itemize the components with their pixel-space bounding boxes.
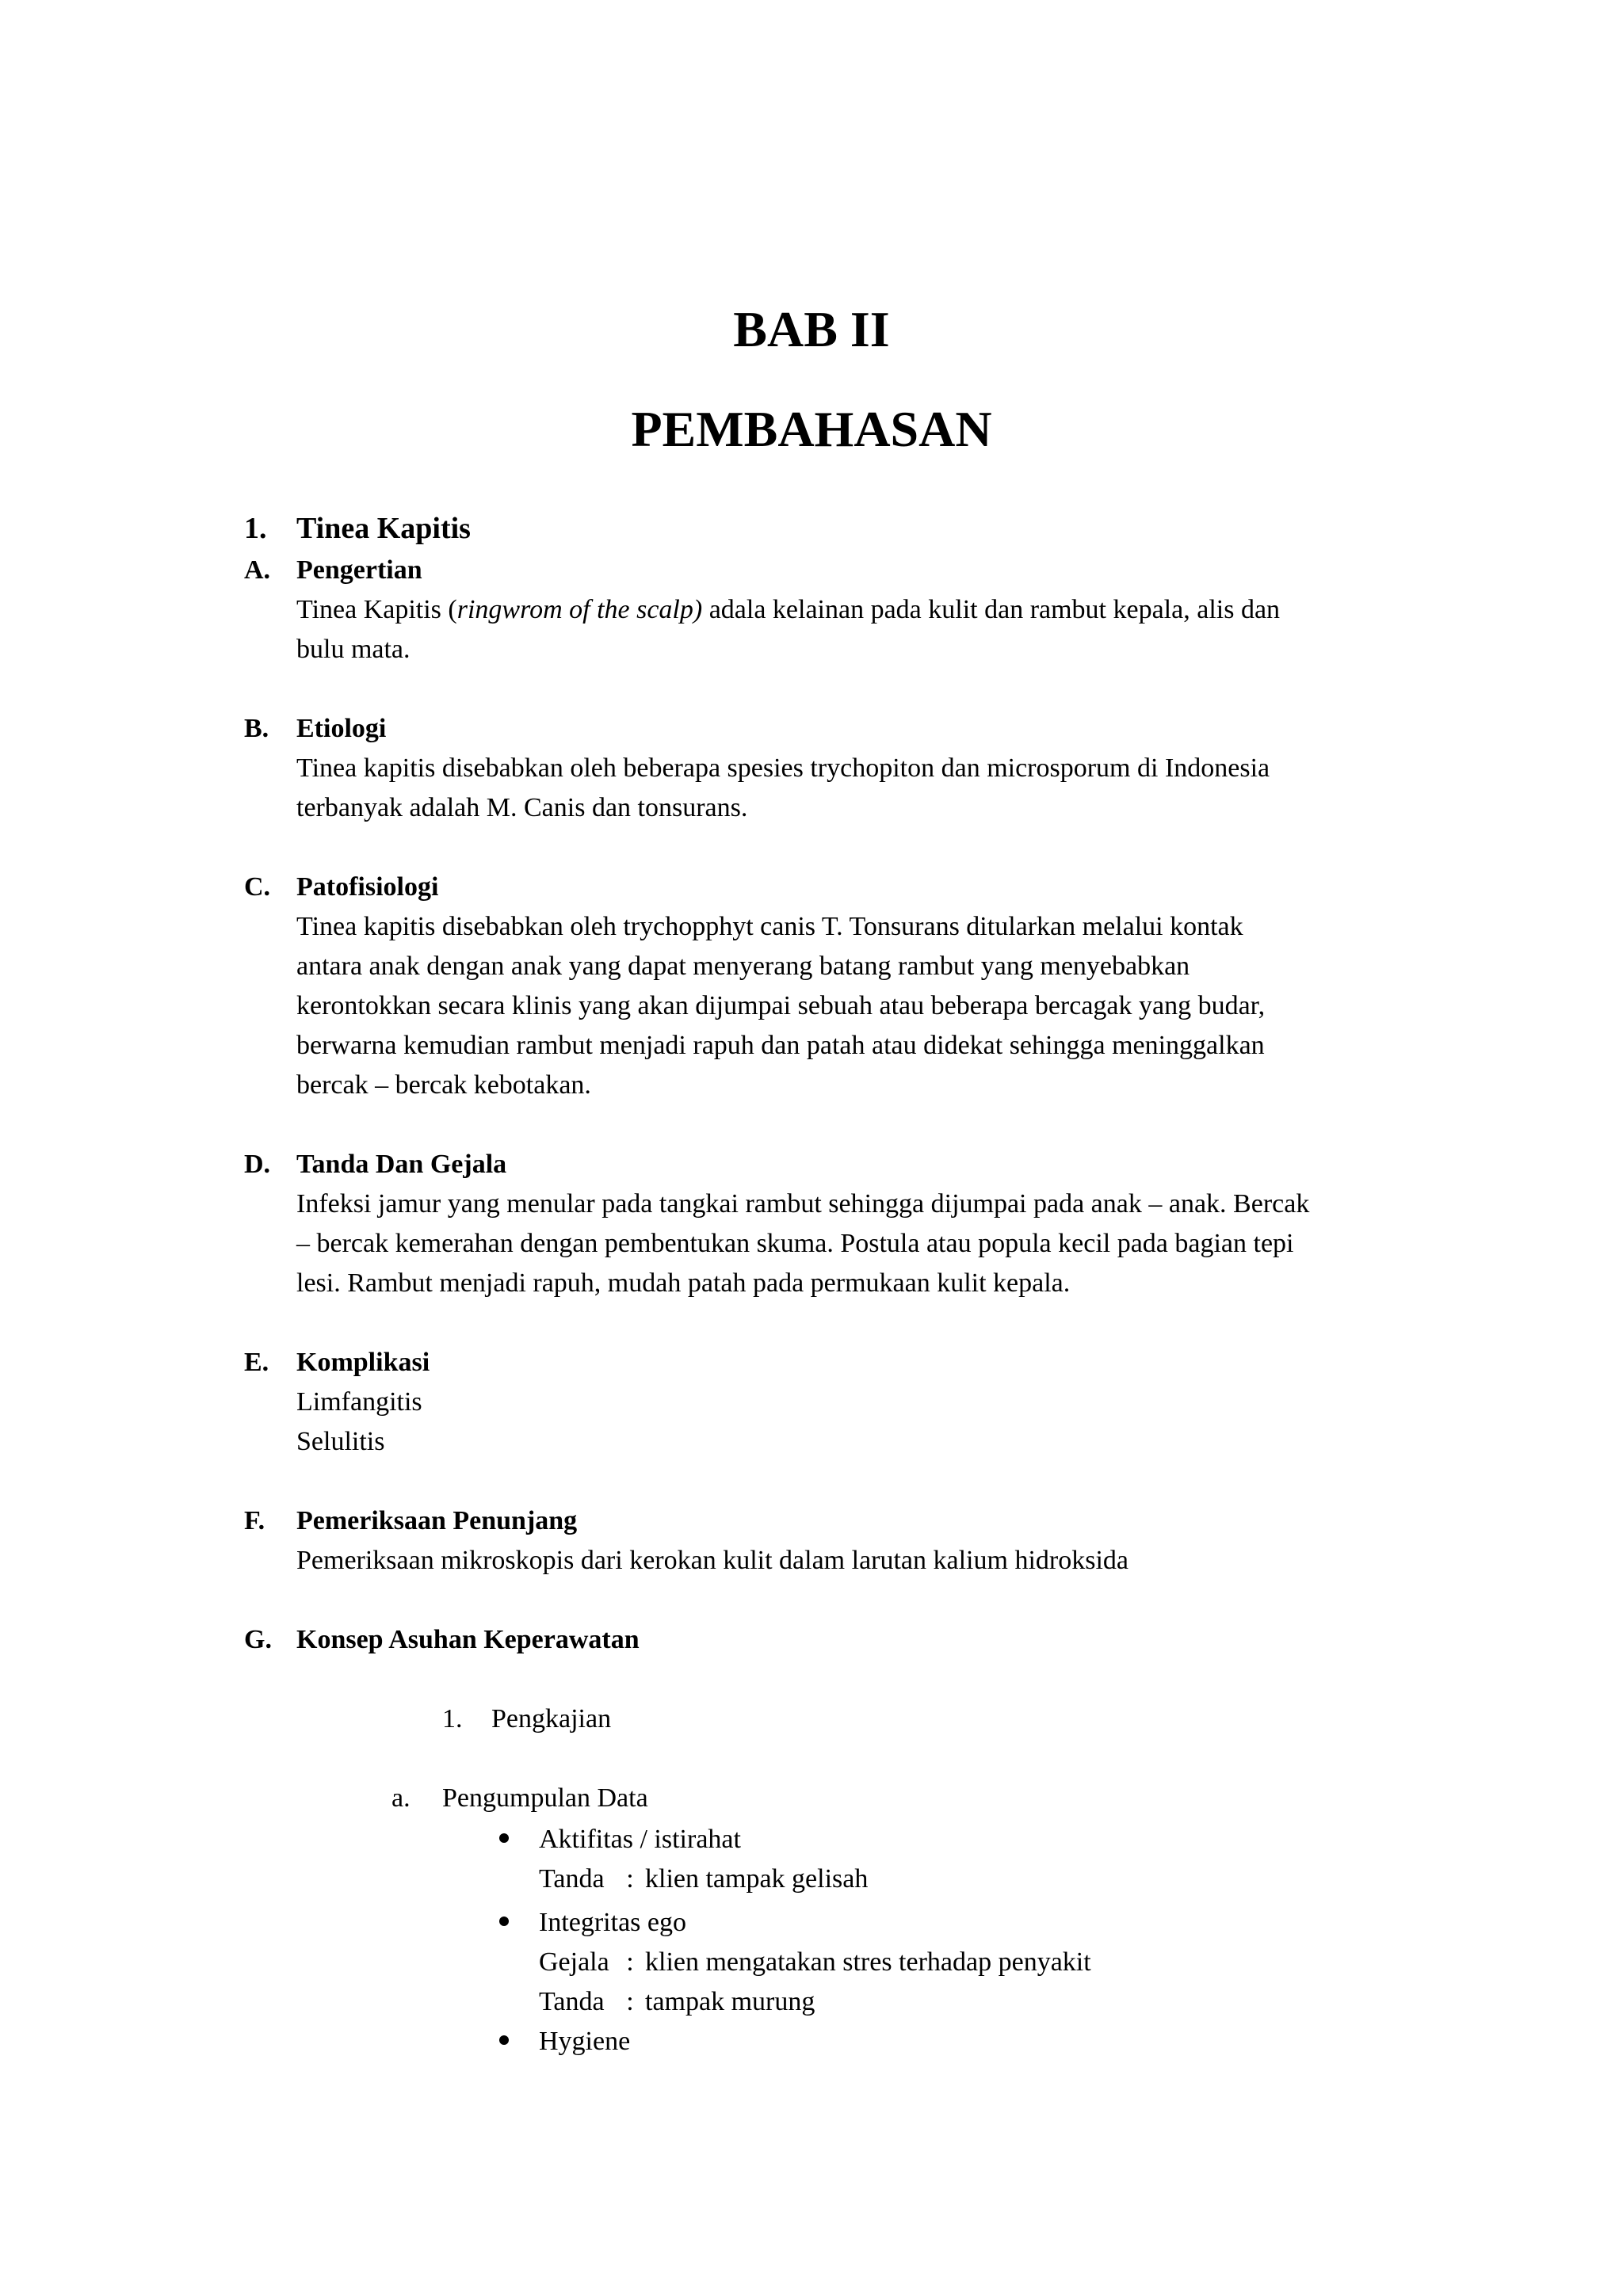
bullet-icon (499, 1917, 509, 1926)
row-value: klien mengatakan stres terhadap penyakit (645, 1947, 1091, 1977)
text-line: – bercak kemerahan dengan pembentukan skuma. Postula atau popula kecil pada bagian tepi (296, 1229, 1294, 1258)
list-item-row (539, 1943, 1091, 1982)
subsection-b-text (296, 749, 1270, 828)
row-key: Tanda (539, 1987, 605, 2016)
list-item-row (539, 1859, 868, 1899)
text-normal: adala kelainan pada kulit dan rambut kepala, alis dan (702, 595, 1281, 624)
subsection-c-title: Patofisiologi (296, 872, 439, 902)
subsection-f-title: Pemeriksaan Penunjang (296, 1506, 578, 1535)
subsection-e-text (296, 1383, 422, 1462)
subsection-c-letter: C. (244, 872, 271, 902)
subsection-e-title: Komplikasi (296, 1348, 430, 1377)
subsection-d-text (296, 1184, 1309, 1303)
text-line: bercak – bercak kebotakan. (296, 1070, 591, 1100)
section-title: Tinea Kapitis (296, 512, 471, 545)
list-item-row (539, 1982, 815, 2022)
row-colon: : (626, 1947, 634, 1977)
subsection-g-letter: G. (244, 1625, 272, 1654)
chapter-heading: PEMBAHASAN (631, 401, 992, 457)
list-item-label: Integritas ego (539, 1908, 686, 1937)
subsection-d-letter: D. (244, 1150, 271, 1179)
step-label: Pengkajian (491, 1704, 612, 1733)
text-line: antara anak dengan anak yang dapat menyerang batang rambut yang menyebabkan (296, 952, 1190, 981)
text-line: lesi. Rambut menjadi rapuh, mudah patah pada permukaan kulit kepala. (296, 1268, 1071, 1298)
subsection-b-letter: B. (244, 714, 269, 743)
text-line: bulu mata. (296, 635, 411, 664)
subsection-a-letter: A. (244, 555, 271, 585)
text-normal: Tinea Kapitis ( (296, 595, 457, 624)
bullet-icon (499, 2035, 509, 2045)
row-value: tampak murung (645, 1987, 815, 2016)
subsection-f-text (296, 1541, 1128, 1581)
row-colon: : (626, 1864, 634, 1894)
subsection-b-title: Etiologi (296, 714, 387, 743)
text-line: terbanyak adalah M. Canis dan tonsurans. (296, 793, 748, 822)
sub-label: Pengumpulan Data (442, 1783, 648, 1813)
row-key: Tanda (539, 1864, 605, 1894)
text-line: Tinea kapitis disebabkan oleh trychopphyt canis T. Tonsurans ditularkan melalui kontak (296, 912, 1243, 941)
bullet-icon (499, 1833, 509, 1843)
subsection-g-title: Konsep Asuhan Keperawatan (296, 1625, 640, 1654)
text-line: Selulitis (296, 1427, 385, 1456)
text-italic: ringwrom of the scalp) (456, 595, 703, 624)
chapter-title: BAB II (733, 301, 890, 357)
list-item-label: Aktifitas / istirahat (539, 1825, 741, 1854)
row-value: klien tampak gelisah (645, 1864, 869, 1894)
section-number: 1. (244, 512, 267, 545)
row-colon: : (626, 1987, 634, 2016)
subsection-f-letter: F. (244, 1506, 265, 1535)
step-number: 1. (442, 1704, 463, 1733)
subsection-c-text (296, 907, 1265, 1105)
subsection-d-title: Tanda Dan Gejala (296, 1150, 507, 1179)
text-line: Limfangitis (296, 1387, 422, 1417)
sub-letter: a. (391, 1783, 411, 1813)
list-item-label: Hygiene (539, 2027, 631, 2056)
text-line: berwarna kemudian rambut menjadi rapuh dan patah atau didekat sehingga meninggalkan (296, 1031, 1265, 1060)
text-line: kerontokkan secara klinis yang akan dijumpai sebuah atau beberapa bercagak yang budar, (296, 991, 1266, 1020)
subsection-a-title: Pengertian (296, 555, 422, 585)
text-line: Infeksi jamur yang menular pada tangkai rambut sehingga dijumpai pada anak – anak. Bercak (296, 1189, 1310, 1219)
row-key: Gejala (539, 1947, 609, 1977)
text-line: Tinea kapitis disebabkan oleh beberapa spesies trychopiton dan microsporum di Indonesia (296, 753, 1270, 783)
subsection-e-letter: E. (244, 1348, 269, 1377)
text-line: Pemeriksaan mikroskopis dari kerokan kulit dalam larutan kalium hidroksida (296, 1546, 1128, 1575)
subsection-a-text (296, 590, 1280, 669)
